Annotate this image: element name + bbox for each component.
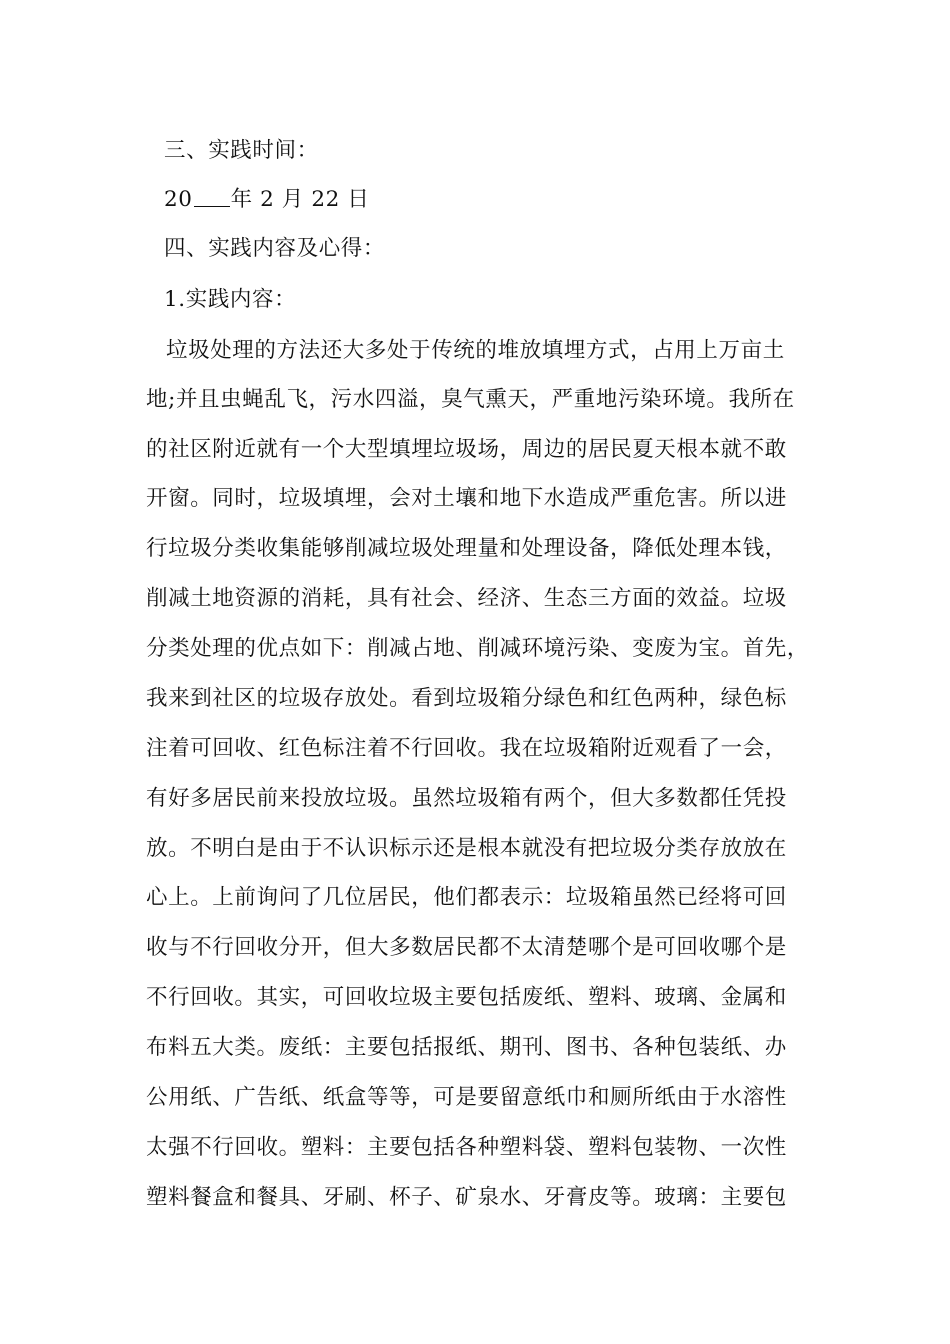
body-line: 的社区附近就有一个大型填埋垃圾场，周边的居民夏天根本就不敢	[146, 437, 787, 462]
body-line: 削减土地资源的消耗，具有社会、经济、生态三方面的效益。垃圾	[146, 586, 787, 611]
body-line: 布料五大类。废纸：主要包括报纸、期刊、图书、各种包装纸、办	[146, 1035, 787, 1060]
date-year-prefix: 20	[164, 187, 193, 212]
section-4-heading: 四、实践内容及心得：	[164, 236, 386, 261]
body-line: 注着可回收、红色标注着不行回收。我在垃圾箱附近观看了一会，	[146, 736, 787, 761]
body-line: 有好多居民前来投放垃圾。虽然垃圾箱有两个，但大多数都任凭投	[146, 786, 787, 811]
practice-date	[164, 185, 369, 215]
body-line: 垃圾处理的方法还大多处于传统的堆放填埋方式，占用上万亩土	[166, 338, 785, 363]
body-line: 不行回收。其实，可回收垃圾主要包括废纸、塑料、玻璃、金属和	[146, 985, 787, 1010]
body-line: 太强不行回收。塑料：主要包括各种塑料袋、塑料包装物、一次性	[146, 1135, 787, 1160]
section-3-heading: 三、实践时间：	[164, 138, 319, 163]
body-line: 我来到社区的垃圾存放处。看到垃圾箱分绿色和红色两种，绿色标	[146, 686, 787, 711]
sub-heading-practice-content: 1.实践内容：	[164, 287, 297, 312]
body-line: 心上。上前询问了几位居民，他们都表示：垃圾箱虽然已经将可回	[146, 885, 787, 910]
date-blank-underline	[194, 188, 230, 207]
body-line: 放。不明白是由于不认识标示还是根本就没有把垃圾分类存放放在	[146, 836, 787, 861]
body-line: 公用纸、广告纸、纸盒等等，可是要留意纸巾和厕所纸由于水溶性	[146, 1085, 787, 1110]
body-line: 行垃圾分类收集能够削减垃圾处理量和处理设备，降低处理本钱，	[146, 536, 787, 561]
body-line: 收与不行回收分开，但大多数居民都不太清楚哪个是可回收哪个是	[146, 935, 787, 960]
body-line: 分类处理的优点如下：削减占地、削减环境污染、变废为宝。首先，	[146, 636, 810, 661]
date-month-day: 年 2 月 22 日	[230, 187, 370, 212]
body-line: 地;并且虫蝇乱飞，污水四溢，臭气熏天，严重地污染环境。我所在	[146, 387, 795, 412]
body-line: 开窗。同时，垃圾填埋，会对土壤和地下水造成严重危害。所以进	[146, 486, 787, 511]
body-line: 塑料餐盒和餐具、牙刷、杯子、矿泉水、牙膏皮等。玻璃：主要包	[146, 1185, 787, 1210]
